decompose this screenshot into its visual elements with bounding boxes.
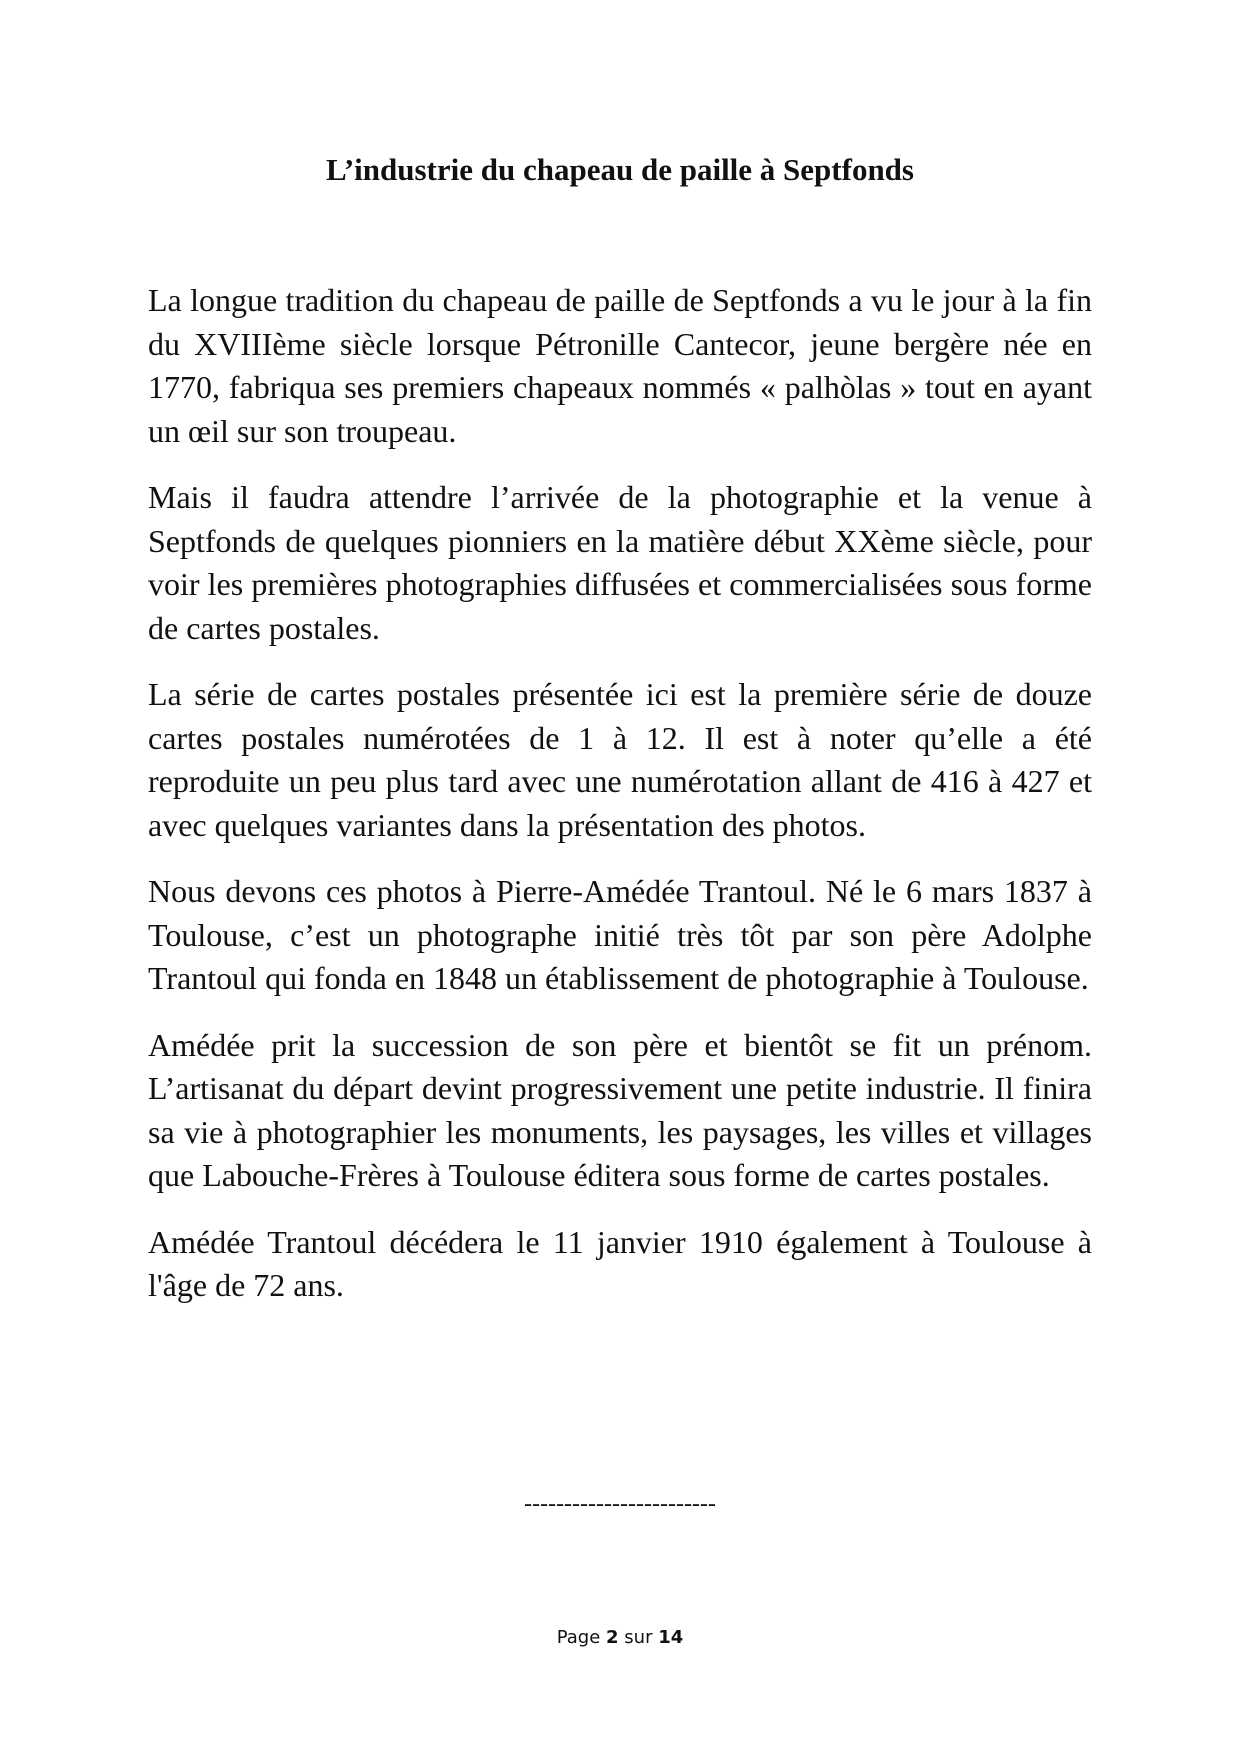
paragraph-1: La longue tradition du chapeau de paille de Septfonds a vu le jour à la fin du XVIIIème siècle lorsque Pétronille Cantecor, jeune bergère née en 1770, fabriqua ses premiers chapeaux nommés « palhòlas » tout en ayant un œil sur son troupeau. — [148, 282, 1092, 449]
page-title: L’industrie du chapeau de paille à Septfonds — [325, 152, 914, 187]
page-of-label: sur — [624, 1627, 653, 1648]
paragraph-6: Amédée Trantoul décédera le 11 janvier 1910 également à Toulouse à l'âge de 72 ans. — [148, 1223, 1092, 1303]
document-body — [148, 279, 1092, 1331]
paragraph-3: La série de cartes postales présentée ici est la première série de douze cartes postales numérotées de 1 à 12. Il est à noter qu’elle a été reproduite un peu plus tard avec une numérotation allant de 416 à 427 et avec quelques variantes dans la présentation des photos. — [148, 676, 1092, 843]
page-total-number: 14 — [658, 1627, 684, 1648]
page-footer — [0, 1626, 1240, 1650]
page-current-number: 2 — [606, 1627, 619, 1648]
paragraph-4: Nous devons ces photos à Pierre-Amédée Trantoul. Né le 6 mars 1837 à Toulouse, c’est un photographe initié très tôt par son père Adolphe Trantoul qui fonda en 1848 un établissement de photographie à Toulouse. — [148, 873, 1092, 996]
paragraph-2: Mais il faudra attendre l’arrivée de la photographie et la venue à Septfonds de quelques pionniers en la matière début XXème siècle, pour voir les premières photographies diffusées et commercialisées sous forme de cartes postales. — [148, 479, 1092, 646]
page-label: Page — [556, 1627, 601, 1648]
paragraph-5: Amédée prit la succession de son père et bientôt se fit un prénom. L’artisanat du départ devint progressivement une petite industrie. Il finira sa vie à photographier les monuments, les paysages, les villes et villages que Labouche-Frères à Toulouse éditera sous forme de cartes postales. — [148, 1026, 1092, 1193]
section-separator: ------------------------ — [524, 1491, 716, 1517]
